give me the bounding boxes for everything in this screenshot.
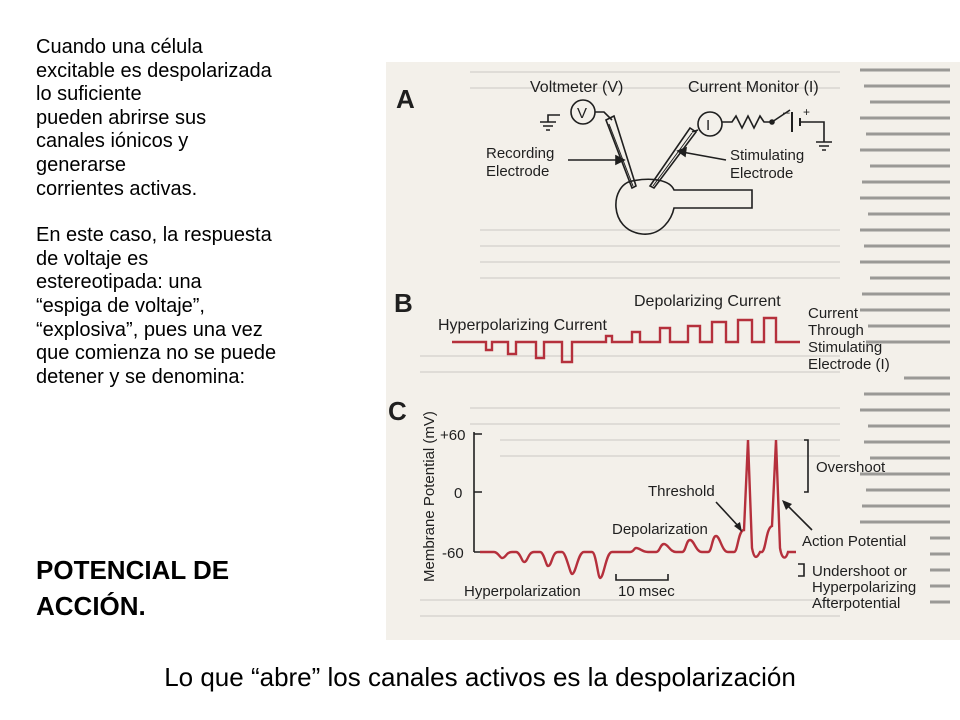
overshoot-label: Overshoot (816, 459, 886, 476)
y-tick-0: 0 (454, 485, 463, 502)
recording-electrode-label: Recording Electrode (486, 145, 555, 180)
intro-paragraph-2: En este caso, la respuesta de voltaje es estereotipada: una “espiga de voltaje”, “explosiva”, pues una vez que comienza no se puede detener y se denomina: (36, 224, 277, 388)
undershoot-label: Undershoot or Hyperpolarizing Afterpotential (812, 563, 917, 612)
panel-b-letter: B (394, 288, 413, 318)
panel-a-letter: A (396, 84, 415, 114)
depolarizing-current-label: Depolarizing Current (634, 293, 781, 310)
intro-paragraph-1: Cuando una célula excitable es despolarizada lo suficiente pueden abrirse sus canales iónicos y generarse corrientes activas. (36, 36, 272, 200)
voltmeter-symbol: V (577, 105, 588, 122)
current-monitor-symbol: I (706, 117, 711, 134)
page-title: POTENCIAL DE ACCIÓN. (36, 555, 230, 621)
intro-text (36, 36, 366, 389)
hyperpolarization-label: Hyperpolarization (464, 583, 581, 600)
action-potential-label: Action Potential (802, 533, 907, 550)
depolarization-label: Depolarization (612, 521, 708, 538)
figure-image (386, 62, 960, 640)
voltmeter-label: Voltmeter (V) (530, 79, 624, 96)
current-trace-label: Current Through Stimulating Electrode (I) (808, 305, 890, 373)
y-axis-label: Membrane Potential (mV) (421, 411, 438, 582)
svg-text:–: – (783, 105, 790, 119)
y-tick-minus60: -60 (442, 545, 464, 562)
panel-c-letter: C (388, 396, 407, 426)
caption: Lo que “abre” los canales activos es la despolarización (164, 662, 796, 692)
current-monitor-label: Current Monitor (I) (688, 79, 819, 96)
y-tick-plus60: +60 (440, 427, 466, 444)
svg-text:+: + (803, 105, 811, 119)
threshold-label: Threshold (648, 483, 715, 500)
hyperpolarizing-current-label: Hyperpolarizing Current (438, 317, 607, 334)
time-scale-label: 10 msec (618, 583, 675, 600)
stimulating-electrode-label: Stimulating Electrode (730, 147, 805, 182)
